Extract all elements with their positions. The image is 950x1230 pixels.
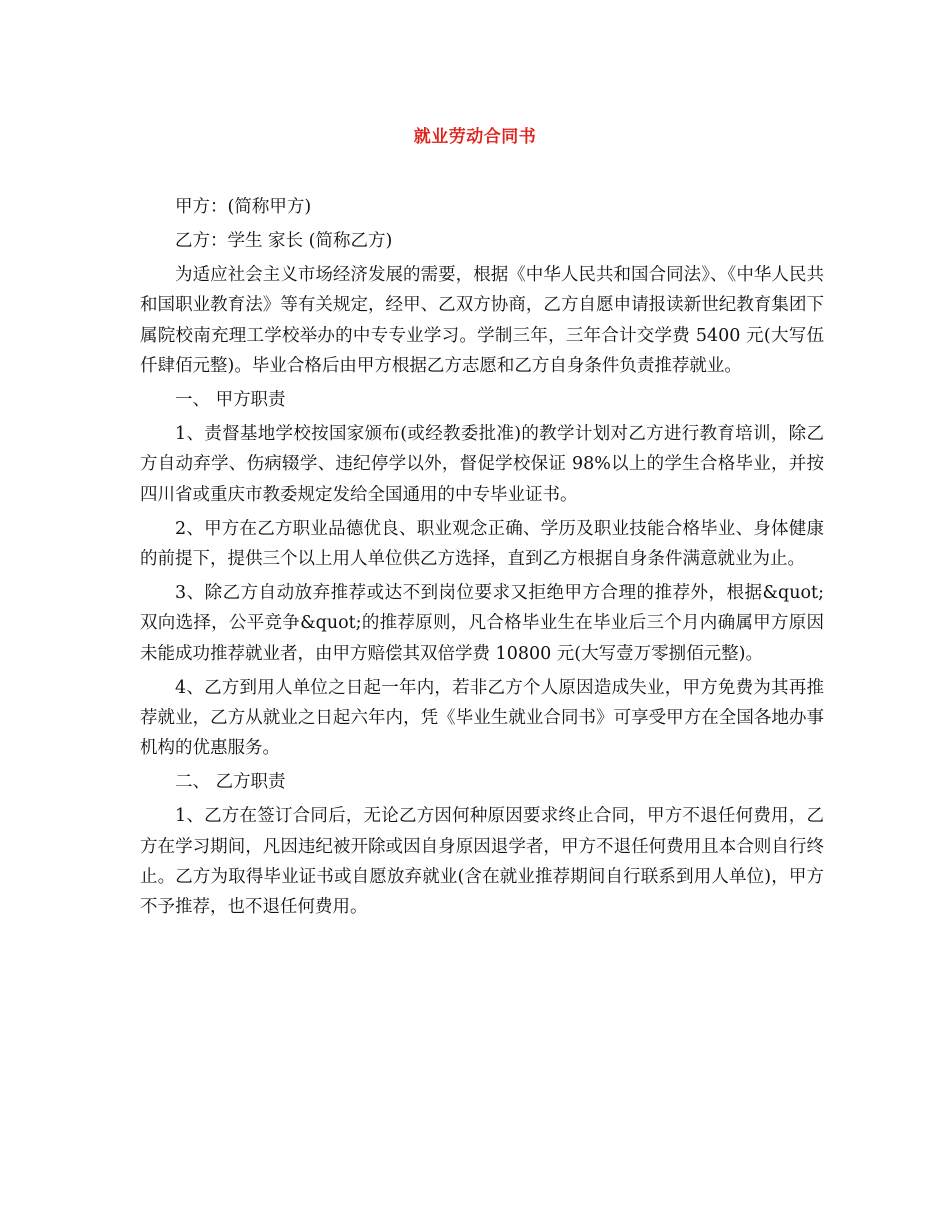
section-heading-party-b-duties: 二、 乙方职责 — [175, 772, 286, 793]
section-heading-party-a-duties: 一、 甲方职责 — [175, 389, 286, 410]
document-title: 就业劳动合同书 — [413, 127, 537, 147]
party-a-line: 甲方：(简称甲方) — [175, 197, 312, 217]
party-a-clause-4: 4、乙方到用人单位之日起一年内，若非乙方个人原因造成失业，甲方免费为其再推荐就业，乙方从就业之日起六年内，凭《毕业生就业合同书》可享受甲方在全国各地办事机构的优惠服务。 — [140, 677, 824, 759]
party-a-clause-1: 1、责督基地学校按国家颁布(或经教委批准)的教学计划对乙方进行教育培训，除乙方自动弃学、伤病辍学、违纪停学以外，督促学校保证 98%以上的学生合格毕业，并按四川省或重庆市教委规定发给全国通用的中专毕业证书。 — [140, 423, 824, 505]
party-b-line: 乙方：学生 家长 (简称乙方) — [175, 230, 393, 251]
party-b-clause-1: 1、乙方在签订合同后，无论乙方因何种原因要求终止合同，甲方不退任何费用，乙方在学习期间，凡因违纪被开除或因自身原因退学者，甲方不退任何费用且本合则自行终止。乙方为取得毕业证书或自愿放弃就业(含在就业推荐期间自行联系到用人单位)，甲方不予推荐，也不退任何费用。 — [140, 806, 824, 918]
party-a-clause-3: 3、除乙方自动放弃推荐或达不到岗位要求又拒绝甲方合理的推荐外，根据&quot;双向选择，公平竞争&quot;的推荐原则，凡合格毕业生在毕业后三个月内确属甲方原因未能成功推荐就业者，由甲方赔偿其双倍学费 10800 元(大写壹万零捌佰元整)。 — [140, 582, 824, 664]
document-body — [140, 192, 824, 926]
party-a-clause-2: 2、甲方在乙方职业品德优良、职业观念正确、学历及职业技能合格毕业、身体健康的前提下，提供三个以上用人单位供乙方选择，直到乙方根据自身条件满意就业为止。 — [140, 518, 824, 569]
preamble-paragraph: 为适应社会主义市场经济发展的需要，根据《中华人民共和国合同法》、《中华人民共和国职业教育法》等有关规定，经甲、乙双方协商，乙方自愿申请报读新世纪教育集团下属院校南充理工学校举办的中专专业学习。学制三年，三年合计交学费 5400 元(大写伍仟肆佰元整)。毕业合格后由甲方根据乙方志愿和乙方自身条件负责推荐就业。 — [140, 264, 824, 377]
